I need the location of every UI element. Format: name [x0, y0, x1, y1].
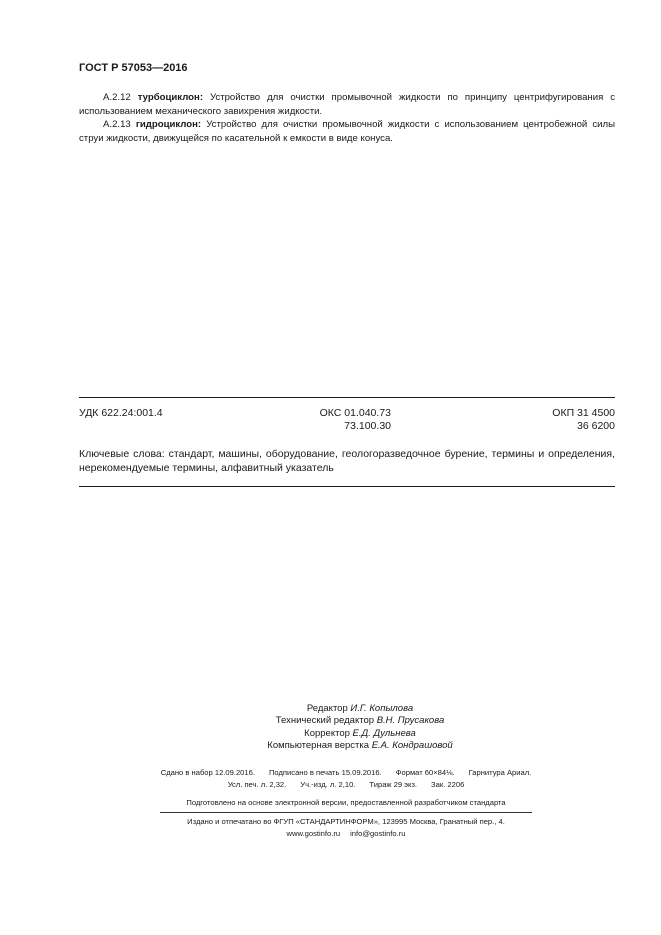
- credit-tech-editor: Технический редактор В.Н. Прусакова: [275, 715, 445, 727]
- oks-code: [313, 407, 391, 433]
- definition-term: гидроциклон:: [135, 119, 202, 130]
- imprint-divider: [160, 812, 532, 813]
- okp-line-2: 36 6200: [577, 420, 615, 432]
- publisher-contacts: [80, 828, 612, 840]
- credits-block: [150, 703, 570, 753]
- oks-line-1: ОКС 01.040.73: [319, 407, 391, 419]
- okp-line-1: ОКП 31 4500: [552, 407, 615, 419]
- oks-line-2: 73.100.30: [344, 420, 391, 432]
- definition-text: Устройство для очистки промывочной жидкости с использованием центробежной силы струи жидкости, движущейся по касательной к емкости в виде конуса.: [79, 119, 616, 144]
- publisher-address: Издано и отпечатано во ФГУП «СТАНДАРТИНФОРМ», 123995 Москва, Гранатный пер., 4.: [187, 817, 505, 826]
- definition-term: турбоциклон:: [137, 92, 204, 103]
- top-divider: [79, 397, 615, 398]
- credit-proofreader: Корректор Е.Д. Дульнева: [304, 727, 416, 739]
- definition-number: А.2.12: [103, 92, 131, 103]
- udk-code: УДК 622.24:001.4: [79, 407, 163, 419]
- keywords: Ключевые слова: стандарт, машины, оборудование, геологоразведочное бурение, термины и определения, нерекомендуемые термины, алфавитный указатель: [79, 448, 615, 474]
- website-link[interactable]: www.gostinfo.ru: [286, 829, 341, 838]
- imprint-line-2: Усл. печ. л. 2,32. Уч.-изд. л. 2,10. Тираж 29 экз. Зак. 2206: [227, 780, 465, 789]
- standard-number: ГОСТ Р 57053—2016: [79, 62, 188, 74]
- okp-code: [515, 407, 615, 433]
- prepared-note: Подготовлено на основе электронной версии, предоставленной разработчиком стандарта: [186, 798, 506, 807]
- definition-a-2-12: [79, 91, 615, 118]
- imprint-line-1: Сдано в набор 12.09.2016. Подписано в печать 15.09.2016. Формат 60×84⅛. Гарнитура Ариал.: [160, 768, 532, 777]
- definition-a-2-13: [79, 118, 615, 145]
- email-link[interactable]: info@gostinfo.ru: [350, 829, 406, 838]
- bottom-divider: [79, 486, 615, 487]
- credit-layout: Компьютерная верстка Е.А. Кондрашовой: [267, 740, 453, 752]
- definition-number: А.2.13: [103, 119, 131, 130]
- definition-text: Устройство для очистки промывочной жидкости по принципу центрифугирования с использованием механического завихрения жидкости.: [79, 92, 615, 117]
- credit-editor: Редактор И.Г. Копылова: [306, 703, 414, 714]
